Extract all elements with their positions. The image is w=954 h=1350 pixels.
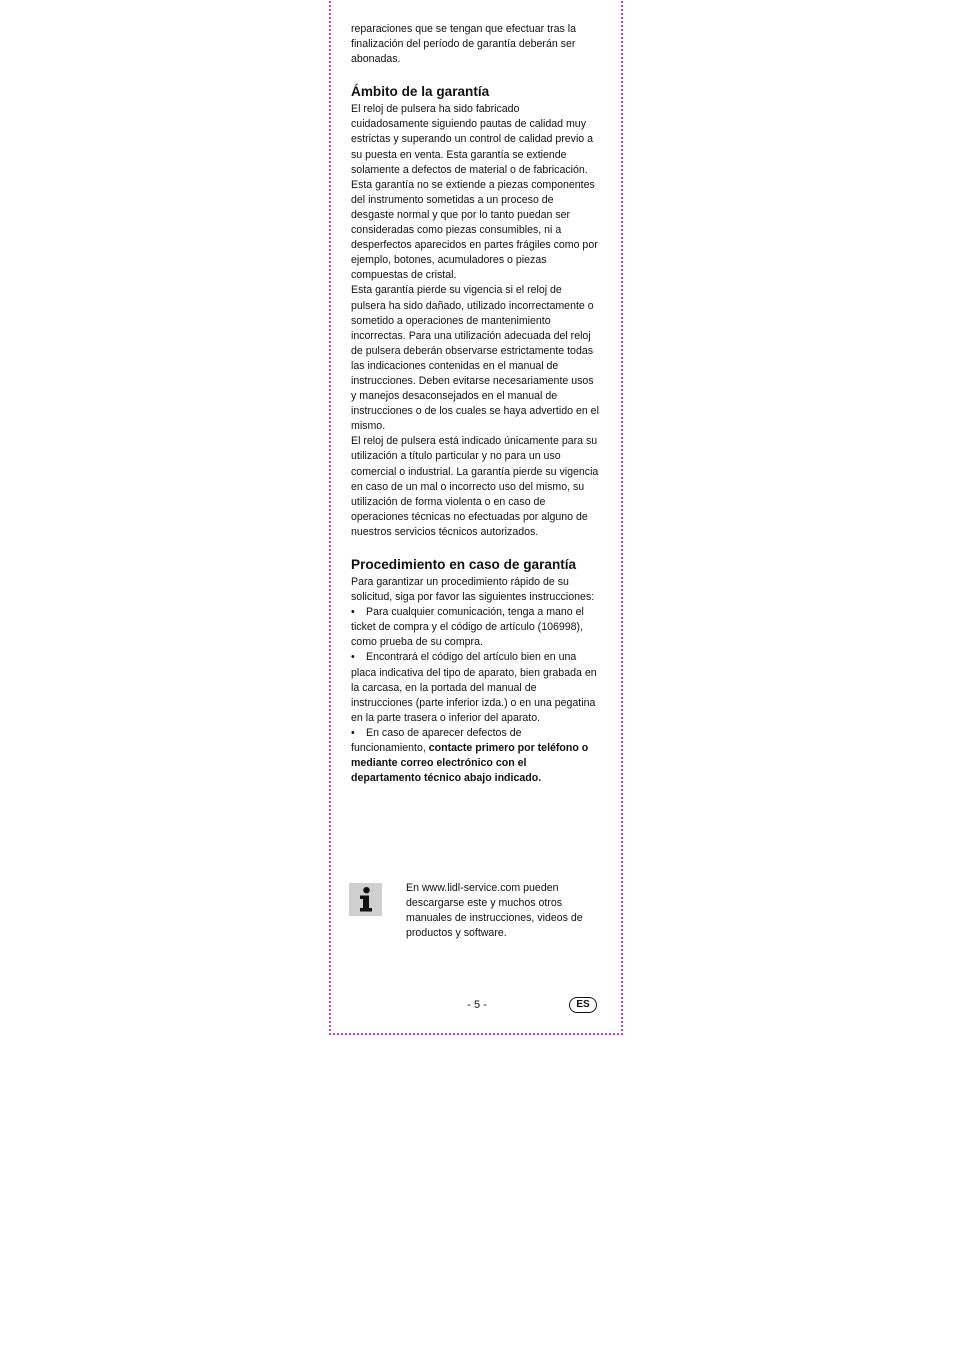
spacer: [351, 540, 599, 555]
bullet-dot: •: [351, 726, 355, 739]
page-number: - 5 -: [467, 999, 487, 1011]
spacer: [351, 67, 599, 82]
info-box: [348, 870, 600, 940]
bullet-dot: •: [351, 606, 355, 619]
bullet-emphasis: contacte primero por teléfono o mediante correo electrónico con el departamento técnico abajo indicado.: [351, 742, 589, 785]
info-text: En www.lidl-service.com pueden descargarse este y muchos otros manuales de instrucciones, videos de productos y software.: [406, 881, 583, 939]
bullet-text: En caso de aparecer defectos de funcionamiento,: [351, 726, 522, 755]
intro-paragraph: reparaciones que se tengan que efectuar tras la finalización del período de garantía deberán ser abonadas.: [351, 23, 576, 66]
scope-heading: Ámbito de la garantía: [351, 84, 490, 100]
scope-paragraph-1: El reloj de pulsera ha sido fabricado cuidadosamente siguiendo pautas de calidad muy estrictas y superando un control de calidad previo a su puesta en venta. Esta garantía se extiende solamente a defectos de material o de fabricación. Esta garantía no se extiende a piezas componentes del instrumento sometidas a un proceso de desgaste normal y que por lo tanto puedan ser consideradas como piezas consumibles, ni a desperfectos aparecidos en partes frágiles como por ejemplo, botones, acumuladores o piezas compuestas de cristal.: [351, 103, 598, 282]
procedure-heading: Procedimiento en caso de garantía: [351, 557, 577, 572]
bullet-text: Para cualquier comunicación, tenga a mano el ticket de compra y el código de artículo (106998), como prueba de su compra.: [351, 606, 584, 649]
procedure-intro: Para garantizar un procedimiento rápido de su solicitud, siga por favor las siguientes instrucciones:: [351, 576, 595, 604]
language-badge: ES: [569, 997, 597, 1013]
procedure-bullet-2: [351, 650, 599, 725]
procedure-bullet-1: [351, 605, 599, 650]
procedure-bullet-3: [351, 726, 599, 786]
scope-paragraph-2: Esta garantía pierde su vigencia si el reloj de pulsera ha sido dañado, utilizado incorrectamente o sometido a operaciones de mantenimiento incorrectas. Para una utilización adecuada del reloj de pulsera deberán observarse estrictamente todas las indicaciones contenidas en el manual de instrucciones. Deben evitarse necesariamente usos y manejos desaconsejados en el manual de instrucciones o de los cuales se haya advertido en el mismo.: [351, 284, 599, 433]
bullet-text: Encontrará el código del artículo bien en una placa indicativa del tipo de aparato, bien grabada en la carcasa, en la portada del manual de instrucciones (parte inferior izda.) o en una pegatina en la parte trasera o inferior del aparato.: [351, 651, 597, 724]
info-icon: [349, 883, 382, 916]
scope-paragraph-3: El reloj de pulsera está indicado únicamente para su utilización a título particular y no para un uso comercial o industrial. La garantía pierde su vigencia en caso de un mal o incorrecto uso del mismo, su utilización de forma violenta o en caso de operaciones técnicas no efectuadas por alguno de nuestros servicios técnicos autorizados.: [351, 435, 599, 538]
document-body: [351, 22, 599, 786]
bullet-dot: •: [351, 651, 355, 664]
